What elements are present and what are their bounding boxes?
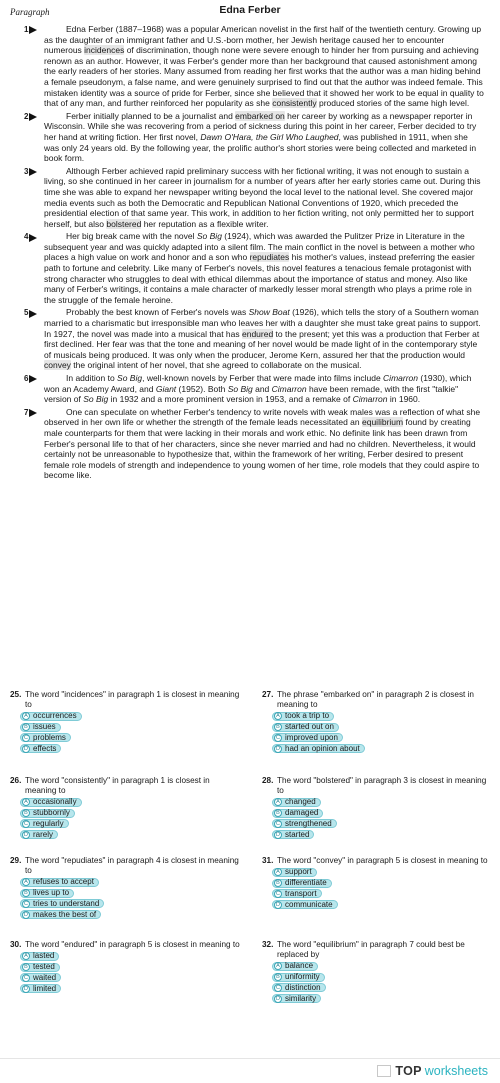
option-label: effects xyxy=(33,743,57,753)
highlighted-vocab-word: repudiates xyxy=(249,252,290,263)
answer-option-row xyxy=(272,819,494,830)
question-stem xyxy=(10,856,242,876)
option-letter-badge: D xyxy=(274,745,282,753)
option-letter-badge: B xyxy=(22,963,30,971)
paragraph-number xyxy=(24,308,37,319)
answer-option-a[interactable] xyxy=(20,798,82,807)
answer-option-a[interactable] xyxy=(272,962,318,971)
answer-option-c[interactable] xyxy=(272,983,326,992)
option-letter-badge: D xyxy=(22,745,30,753)
answer-options xyxy=(10,951,242,994)
answer-option-a[interactable] xyxy=(20,878,99,887)
text-segment: , was published in 1911, when she was only 24 years old. By the following year, the prolific author's short stories were being collected and marketed in book form. xyxy=(44,131,477,164)
answer-option-row xyxy=(20,888,242,899)
text-segment: the original intent of her novel, that she agreed to collaborate on the musical. xyxy=(70,360,362,371)
option-letter-badge: B xyxy=(22,723,30,731)
paragraph-text xyxy=(44,307,484,371)
answer-option-row xyxy=(20,899,242,910)
option-letter-badge: A xyxy=(22,952,30,960)
answer-options xyxy=(10,711,242,754)
text-segment: (1924), which was awarded the Pulitzer Prize in Literature in the subsequent year and was quickly adapted into a silent film. The main conflict in the novel is between a mother who places a high value on work and honor and a son who xyxy=(44,231,475,263)
answer-option-row xyxy=(20,819,242,830)
option-letter-badge: D xyxy=(22,831,30,839)
text-segment: One can speculate on whether Ferber's tendency to write novels with weak males was a reflection of what she observed in her own life or whether the strength of the female leads necessitated an xyxy=(44,406,481,428)
answer-option-row xyxy=(272,889,494,900)
answer-option-row xyxy=(20,983,242,994)
option-label: issues xyxy=(33,722,56,732)
answer-option-row xyxy=(272,829,494,840)
answer-option-b[interactable] xyxy=(272,723,339,732)
option-label: lives up to xyxy=(33,888,70,898)
text-segment: in 1960. xyxy=(387,394,421,405)
paragraph-number xyxy=(24,167,37,178)
answer-option-d[interactable] xyxy=(20,910,101,919)
paragraph-4 xyxy=(8,231,492,305)
answer-option-c[interactable] xyxy=(20,733,71,742)
option-letter-badge: D xyxy=(22,985,30,993)
answer-option-row xyxy=(20,808,242,819)
paragraph-arrow-icon xyxy=(29,375,37,383)
option-letter-badge: B xyxy=(274,809,282,817)
option-letter-badge: C xyxy=(22,820,30,828)
paragraph-5 xyxy=(8,307,492,371)
italic-title: Dawn O'Hara, the Girl Who Laughed xyxy=(200,131,339,142)
answer-option-row xyxy=(272,867,494,878)
paragraph-number-text: 2 xyxy=(24,111,29,121)
question-text: The word "equilibrium" in paragraph 7 could best be replaced by xyxy=(277,940,465,959)
answer-option-row xyxy=(272,972,494,983)
paragraph-text xyxy=(44,24,484,109)
question-26 xyxy=(10,776,242,840)
question-text: The word "incidences" in paragraph 1 is closest in meaning to xyxy=(25,690,240,709)
answer-option-c[interactable] xyxy=(20,899,104,908)
text-segment: to the present; yet this was a production that Ferber at first declined. Her fear was that the tone and meaning of her novel would be made light of in the contemporary style of musicals being produced. It was only when the producer, Jerome Kern, assured her that the production would xyxy=(44,328,480,360)
paragraph-number-text: 3 xyxy=(24,166,29,176)
option-letter-badge: B xyxy=(274,879,282,887)
text-segment: (1930), which won an Academy Award, and xyxy=(44,373,472,394)
highlighted-vocab-word: endured xyxy=(241,328,274,339)
paragraph-number xyxy=(24,374,37,385)
option-label: refuses to accept xyxy=(33,877,94,887)
paragraph-arrow-icon xyxy=(29,234,37,242)
text-segment: his mother's values, instead preferring the easier path to fortune and celebrity. Like many of Ferber's novels, this novel features a tenacious female protagonist with strong character who struggles to deal with ethical dilemmas about the importance of status and money. Also like many of Ferber's writings, it contains a male character of markedly lesser moral strength who plays a prime role in the struggle of the female heroine. xyxy=(44,252,475,305)
paragraph-text xyxy=(44,111,484,164)
answer-option-c[interactable] xyxy=(20,819,69,828)
italic-title: So Big xyxy=(196,231,222,242)
question-text: The word "endured" in paragraph 5 is closest in meaning to xyxy=(25,940,240,949)
question-27 xyxy=(262,690,494,754)
option-letter-badge: A xyxy=(274,712,282,720)
brand-top-text: TOP xyxy=(395,1064,422,1078)
option-label: communicate xyxy=(285,899,333,909)
paragraph-2 xyxy=(8,111,492,164)
paragraph-number xyxy=(24,232,37,243)
answer-options xyxy=(262,867,494,910)
question-stem xyxy=(10,940,242,950)
option-letter-badge: B xyxy=(274,973,282,981)
question-number: 31. xyxy=(262,856,274,865)
answer-option-row xyxy=(272,899,494,910)
answer-option-a[interactable] xyxy=(20,712,82,721)
text-segment: Edna Ferber (1887–1968) was a popular American novelist in the first half of the twentieth century. Growing up as the daughter of an immigrant father and U.S.-born mother, her Jewish heritage caused her to encounter numerous xyxy=(44,24,482,56)
answer-option-row xyxy=(272,722,494,733)
answer-option-a[interactable] xyxy=(272,868,317,877)
answer-option-row xyxy=(272,808,494,819)
reading-passage xyxy=(8,24,492,686)
question-number: 32. xyxy=(262,940,274,949)
answer-option-row xyxy=(272,878,494,889)
question-text: The word "repudiates" in paragraph 4 is closest in meaning to xyxy=(25,856,239,875)
answer-option-row xyxy=(20,877,242,888)
answer-option-a[interactable] xyxy=(272,798,321,807)
highlighted-vocab-word: incidences xyxy=(84,45,125,56)
paragraph-column-label: Paragraph xyxy=(10,7,50,17)
italic-title: Cimarron xyxy=(383,373,418,383)
page-header xyxy=(0,0,500,22)
paragraph-arrow-icon xyxy=(29,310,37,318)
text-segment: (1952). Both xyxy=(176,383,228,394)
option-letter-badge: C xyxy=(274,890,282,898)
answer-option-row xyxy=(20,733,242,744)
answer-options xyxy=(10,797,242,840)
answer-options xyxy=(262,961,494,1004)
highlighted-vocab-word: equilibrium xyxy=(362,417,404,428)
brand-logo[interactable] xyxy=(377,1064,488,1078)
page-footer xyxy=(0,1058,500,1083)
paragraph-7 xyxy=(8,407,492,481)
answer-option-b[interactable] xyxy=(272,809,323,818)
question-number: 26. xyxy=(10,776,22,785)
question-number: 28. xyxy=(262,776,274,785)
text-segment: of discrimination, though none were severe enough to hinder her from pursuing and achieving renown as an author. However, it was Ferber's gender more than her background that caused astonishment among the early readers of her stories. Many assumed from reading her first works that the author was a man hiding behind a female pseudonym, a false name, and were genuinely surprised to find out that the author was indeed female. This mistaken identity was a source of pride for Ferber, since she believed that it showed her work to be equal in quality to that of any man, and further reinforced her popularity as she xyxy=(44,45,484,109)
option-letter-badge: A xyxy=(22,798,30,806)
answer-option-c[interactable] xyxy=(272,889,322,898)
answer-option-row xyxy=(20,797,242,808)
option-label: stubbornly xyxy=(33,808,70,818)
answer-option-row xyxy=(272,711,494,722)
answer-option-b[interactable] xyxy=(20,963,60,972)
answer-option-row xyxy=(20,973,242,984)
paragraph-text xyxy=(44,373,484,405)
question-number: 25. xyxy=(10,690,22,699)
paragraph-text xyxy=(44,407,484,481)
text-segment: Although Ferber achieved rapid preliminary success with her fictional writing, it was not enough to sustain a living, so she continued in her career in journalism for a number of years after her early stories came out. During this time she was able to expand her newspaper writing beyond the local level to the national level. She covered major media events such as both the Democratic and Republican National Conventions of 1920, which preceded the presidential election of that same year. This work, in addition to her fiction writing, not only permitted her to support herself, but also xyxy=(44,165,481,229)
paragraph-arrow-icon xyxy=(29,409,37,417)
footer-divider xyxy=(0,1058,500,1059)
paragraph-arrow-icon xyxy=(29,113,37,121)
option-label: uniformity xyxy=(285,972,320,982)
question-text: The word "consistently" in paragraph 1 is closest in meaning to xyxy=(25,776,210,795)
option-label: support xyxy=(285,867,312,877)
answer-option-row xyxy=(20,743,242,754)
question-stem xyxy=(262,856,494,866)
italic-title: So Big xyxy=(117,373,143,383)
answer-option-b[interactable] xyxy=(272,879,332,888)
paragraph-number-text: 6 xyxy=(24,374,29,383)
option-label: similarity xyxy=(285,993,317,1003)
option-label: waited xyxy=(33,972,57,982)
highlighted-vocab-word: convey xyxy=(44,360,71,371)
question-30 xyxy=(10,940,242,994)
answer-options xyxy=(10,877,242,920)
option-letter-badge: A xyxy=(22,712,30,720)
answer-option-row xyxy=(272,961,494,972)
answer-option-a[interactable] xyxy=(20,952,59,961)
option-label: problems xyxy=(33,732,66,742)
paragraph-3 xyxy=(8,166,492,230)
italic-title: So Big xyxy=(227,383,253,394)
question-32 xyxy=(262,940,494,1004)
question-31 xyxy=(262,856,494,910)
answer-option-row xyxy=(20,829,242,840)
answer-options xyxy=(262,797,494,840)
answer-option-d[interactable] xyxy=(272,744,365,753)
passage-title: Edna Ferber xyxy=(219,4,281,16)
answer-option-d[interactable] xyxy=(20,984,61,993)
answer-option-row xyxy=(20,711,242,722)
question-stem xyxy=(262,940,494,960)
option-letter-badge: C xyxy=(274,984,282,992)
paragraph-text xyxy=(44,166,484,230)
text-segment: (1926), which tells the story of a Southern woman married to a charismatic but irresponsible man who leaves her with a daughter she must take great pains to support. In 1927, the novel was made into a musical that has xyxy=(44,307,481,339)
option-label: tries to understand xyxy=(33,898,100,908)
highlighted-vocab-word: embarked on xyxy=(235,110,285,121)
option-label: changed xyxy=(285,797,316,807)
question-stem xyxy=(262,776,494,796)
answer-option-row xyxy=(20,722,242,733)
text-segment: her reputation as a flexible writer. xyxy=(141,218,269,229)
question-stem xyxy=(262,690,494,710)
option-letter-badge: B xyxy=(22,809,30,817)
option-label: lasted xyxy=(33,951,55,961)
question-text: The word "convey" in paragraph 5 is closest in meaning to xyxy=(277,856,488,865)
option-label: took a trip to xyxy=(285,711,330,721)
option-label: makes the best of xyxy=(33,909,97,919)
option-letter-badge: A xyxy=(22,878,30,886)
text-segment: Probably the best known of Ferber's novels was xyxy=(66,307,249,318)
question-text: The word "bolstered" in paragraph 3 is closest in meaning to xyxy=(277,776,487,795)
question-28 xyxy=(262,776,494,840)
option-letter-badge: C xyxy=(22,734,30,742)
highlighted-vocab-word: bolstered xyxy=(106,218,142,229)
option-letter-badge: C xyxy=(274,734,282,742)
answer-option-row xyxy=(20,909,242,920)
text-segment: and xyxy=(252,383,272,394)
paragraph-number-text: 4 xyxy=(24,232,29,242)
brand-box-icon xyxy=(377,1065,391,1077)
paragraph-1 xyxy=(8,24,492,109)
highlighted-vocab-word: consistently xyxy=(272,98,317,109)
answer-option-b[interactable] xyxy=(272,973,325,982)
option-letter-badge: A xyxy=(274,798,282,806)
option-label: strengthened xyxy=(285,818,332,828)
option-letter-badge: C xyxy=(22,974,30,982)
answer-option-row xyxy=(272,983,494,994)
question-number: 27. xyxy=(262,690,274,699)
paragraph-number xyxy=(24,112,37,123)
answer-option-d[interactable] xyxy=(20,744,61,753)
option-label: occasionally xyxy=(33,797,77,807)
answer-option-row xyxy=(20,962,242,973)
option-letter-badge: C xyxy=(274,820,282,828)
answer-option-row xyxy=(272,733,494,744)
option-label: improved upon xyxy=(285,732,338,742)
question-text: The phrase "embarked on" in paragraph 2 is closest in meaning to xyxy=(277,690,474,709)
text-segment: Ferber initially planned to be a journalist and xyxy=(66,110,236,121)
answer-option-row xyxy=(272,797,494,808)
option-label: differentiate xyxy=(285,878,327,888)
option-letter-badge: A xyxy=(274,868,282,876)
option-letter-badge: D xyxy=(274,831,282,839)
text-segment: In addition to xyxy=(66,373,118,383)
paragraph-6 xyxy=(8,373,492,405)
option-letter-badge: C xyxy=(22,900,30,908)
paragraph-number-text: 1 xyxy=(24,25,29,34)
answer-option-b[interactable] xyxy=(20,723,61,732)
answer-option-c[interactable] xyxy=(20,973,61,982)
question-stem xyxy=(10,776,242,796)
paragraph-text xyxy=(44,231,484,305)
option-label: damaged xyxy=(285,808,319,818)
answer-option-row xyxy=(272,743,494,754)
question-25 xyxy=(10,690,242,754)
question-stem xyxy=(10,690,242,710)
answer-option-c[interactable] xyxy=(272,733,343,742)
option-letter-badge: D xyxy=(274,995,282,1003)
option-letter-badge: D xyxy=(274,901,282,909)
text-segment: her career by working as a newspaper reporter in Wisconsin. While she was recovering from a period of sickness during this point in her career, Ferber decided to try her hand at writing fiction. Her first novel, xyxy=(44,110,477,142)
option-label: tested xyxy=(33,962,55,972)
answer-option-row xyxy=(272,993,494,1004)
question-number: 30. xyxy=(10,940,22,949)
text-segment: have been remade, with the first "talkie" version of xyxy=(44,383,459,405)
text-segment: produced stories of the same high level. xyxy=(316,98,470,109)
paragraph-arrow-icon xyxy=(29,26,37,34)
option-label: transport xyxy=(285,888,317,898)
question-number: 29. xyxy=(10,856,22,865)
text-segment: in 1932 and a more prominent version in 1953, and a remake of xyxy=(108,394,353,405)
text-segment: Her big break came with the novel xyxy=(66,231,197,242)
paragraph-number-text: 7 xyxy=(24,407,29,417)
italic-title: Cimarron xyxy=(352,394,388,405)
option-label: distinction xyxy=(285,982,321,992)
option-label: occurrences xyxy=(33,711,77,721)
option-label: started out on xyxy=(285,722,334,732)
italic-title: Giant xyxy=(155,383,177,394)
paragraph-number xyxy=(24,408,37,419)
answer-option-d[interactable] xyxy=(272,900,338,909)
answer-option-b[interactable] xyxy=(20,889,74,898)
question-29 xyxy=(10,856,242,920)
answer-option-d[interactable] xyxy=(272,830,314,839)
option-label: balance xyxy=(285,961,314,971)
option-letter-badge: B xyxy=(274,723,282,731)
paragraph-arrow-icon xyxy=(29,168,37,176)
option-label: had an opinion about xyxy=(285,743,360,753)
answer-option-d[interactable] xyxy=(20,830,58,839)
paragraph-number xyxy=(24,25,37,36)
option-label: rarely xyxy=(33,829,54,839)
answer-option-d[interactable] xyxy=(272,994,321,1003)
option-letter-badge: B xyxy=(22,889,30,897)
text-segment: found by creating male counterparts for them that were lacking in their morals and work ethic. No definite link has been drawn from Ferber's personal life to that of her characters, since she never married and had no children. Nevertheless, it would certainly not be unreasonable to hypothesize that, within the framework of her writing, Ferber desired to present female role models of strength and independence to young women of her time, role models that they could aspire to become like. xyxy=(44,417,480,481)
italic-title: So Big xyxy=(83,394,109,405)
option-label: limited xyxy=(33,983,57,993)
answer-option-row xyxy=(20,951,242,962)
brand-worksheets-text: worksheets xyxy=(424,1064,488,1078)
option-label: regularly xyxy=(33,818,64,828)
option-letter-badge: D xyxy=(22,911,30,919)
answer-option-b[interactable] xyxy=(20,809,75,818)
answer-option-c[interactable] xyxy=(272,819,337,828)
italic-title: Show Boat xyxy=(248,307,290,318)
option-label: started xyxy=(285,829,310,839)
option-letter-badge: A xyxy=(274,962,282,970)
italic-title: Cimarron xyxy=(271,383,307,394)
answer-options xyxy=(262,711,494,754)
question-section xyxy=(0,690,500,1030)
text-segment: , well-known novels by Ferber that were made into films include xyxy=(142,373,384,383)
answer-option-a[interactable] xyxy=(272,712,334,721)
paragraph-number-text: 5 xyxy=(24,308,29,318)
